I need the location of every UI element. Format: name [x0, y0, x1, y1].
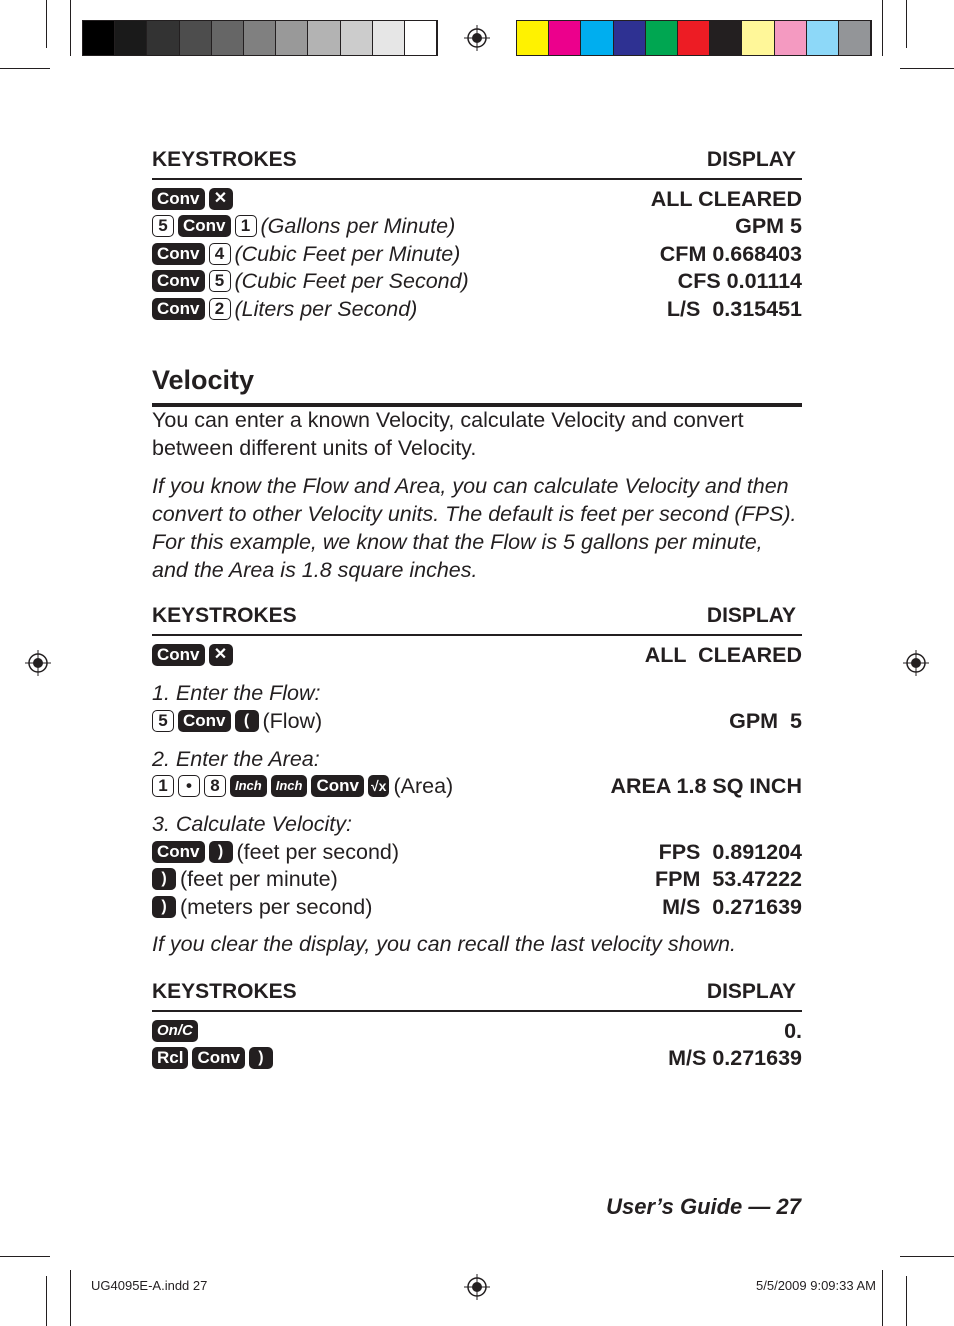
digit-4-key: 4: [209, 243, 231, 265]
table-row: [152, 772, 802, 800]
conv-key: Conv: [152, 243, 205, 265]
keystroke-sequence: [152, 295, 417, 323]
color-swatch: [678, 21, 710, 55]
crop-mark: [906, 0, 907, 48]
color-swatch: [341, 21, 373, 55]
keystrokes-table-header: [152, 604, 802, 636]
crop-mark: [882, 1270, 883, 1326]
digit-5-key: 5: [152, 710, 174, 732]
display-value: CFS 0.01114: [677, 269, 802, 293]
table-row: [152, 240, 802, 268]
keystrokes-table-header: [152, 980, 802, 1012]
recall-note: If you clear the display, you can recall the last velocity shown.: [152, 932, 736, 956]
example-paragraph: If you know the Flow and Area, you can calculate Velocity and then convert to other Velocity units. The default is feet per second (FPS). For this example, we know that the Flow is 5 gallons per minute, and the Area is 1.8 square inches.: [152, 474, 797, 582]
display-value: M/S 0.271639: [662, 895, 802, 919]
conv-key: Conv: [152, 270, 205, 292]
digit-5-key: 5: [152, 215, 174, 237]
color-swatch: [373, 21, 405, 55]
keystrokes-table-header: [152, 148, 802, 180]
crop-mark: [46, 0, 47, 48]
display-value: ALL CLEARED: [644, 643, 802, 667]
conv-key: Conv: [178, 710, 231, 732]
display-value: GPM 5: [735, 214, 802, 238]
color-swatch: [742, 21, 774, 55]
display-heading: DISPLAY: [706, 980, 796, 1003]
color-swatch: [775, 21, 807, 55]
crop-mark: [70, 0, 71, 56]
crop-mark: [882, 0, 883, 56]
display-value: AREA 1.8 SQ INCH: [610, 774, 802, 798]
registration-mark-icon: [464, 25, 490, 51]
color-swatch: [405, 21, 437, 55]
unit-note: (Area): [393, 774, 454, 798]
keystrokes-heading: KEYSTROKES: [152, 604, 297, 627]
velocity-key: ): [152, 896, 176, 918]
display-value: CFM 0.668403: [659, 242, 802, 266]
unit-note: (meters per second): [180, 895, 373, 919]
keystroke-sequence: [152, 838, 399, 866]
table-row: [152, 1044, 802, 1072]
sqrt-key: √x: [368, 775, 389, 797]
crop-mark: [0, 1256, 50, 1257]
conv-key: Conv: [152, 298, 205, 320]
table-row: [152, 295, 802, 323]
unit-note: (feet per second): [236, 840, 400, 864]
color-swatch: [244, 21, 276, 55]
table-row: [152, 185, 802, 213]
color-swatch: [517, 21, 549, 55]
digit-1-key: 1: [235, 215, 257, 237]
display-heading: DISPLAY: [706, 148, 796, 171]
velocity-key: ): [152, 868, 176, 890]
keystrokes-heading: KEYSTROKES: [152, 980, 297, 1003]
table-row: [152, 893, 802, 921]
keystrokes-heading: KEYSTROKES: [152, 148, 297, 171]
crop-mark: [0, 68, 50, 69]
inch-key: Inch: [271, 775, 308, 797]
conv-key: Conv: [152, 188, 205, 210]
display-value: FPM 53.47222: [654, 867, 802, 891]
conv-key: Conv: [152, 841, 205, 863]
decimal-point-key: •: [178, 775, 200, 797]
color-swatch: [614, 21, 646, 55]
keystroke-sequence: [152, 240, 460, 268]
unit-note: (Cubic Feet per Second): [234, 269, 469, 293]
conv-key: Conv: [178, 215, 231, 237]
color-swatch: [839, 21, 871, 55]
digit-5-key: 5: [209, 270, 231, 292]
step-label: 1. Enter the Flow:: [152, 681, 321, 705]
section-title: Velocity: [152, 365, 802, 407]
color-swatch: [646, 21, 678, 55]
display-value: M/S 0.271639: [668, 1046, 802, 1070]
digit-2-key: 2: [209, 298, 231, 320]
keystroke-sequence: [152, 212, 455, 240]
keystroke-sequence: [152, 185, 233, 213]
digit-1-key: 1: [152, 775, 174, 797]
crop-mark: [900, 1256, 954, 1257]
keystroke-sequence: [152, 893, 372, 921]
table-row: [152, 267, 802, 295]
keystroke-sequence: [152, 707, 322, 735]
color-swatch: [581, 21, 613, 55]
display-value: GPM 5: [729, 709, 802, 733]
digit-8-key: 8: [204, 775, 226, 797]
registration-mark-icon: [464, 1274, 490, 1300]
color-swatch: [147, 21, 179, 55]
color-swatch: [83, 21, 115, 55]
process-color-bar: [516, 20, 872, 56]
table-row: [152, 865, 802, 893]
color-swatch: [710, 21, 742, 55]
table-row: [152, 641, 802, 669]
table-row: [152, 212, 802, 240]
color-swatch: [115, 21, 147, 55]
keystroke-sequence: [152, 865, 338, 893]
step-label: 3. Calculate Velocity:: [152, 812, 352, 836]
recall-key: Rcl: [152, 1047, 188, 1069]
display-value: FPS 0.891204: [658, 840, 802, 864]
slug-timestamp: 5/5/2009 9:09:33 AM: [756, 1278, 876, 1293]
unit-note: (Flow): [262, 709, 323, 733]
unit-note: (Gallons per Minute): [260, 214, 456, 238]
color-swatch: [549, 21, 581, 55]
display-value: 0.: [784, 1019, 802, 1043]
color-swatch: [276, 21, 308, 55]
registration-mark-icon: [903, 650, 929, 676]
clear-key: ✕: [209, 644, 233, 666]
on-clear-key: On/C: [152, 1020, 198, 1042]
color-swatch: [807, 21, 839, 55]
display-heading: DISPLAY: [706, 604, 796, 627]
step-label: 2. Enter the Area:: [152, 747, 320, 771]
grayscale-color-bar: [82, 20, 438, 56]
keystroke-sequence: [152, 772, 453, 800]
crop-mark: [46, 1276, 47, 1326]
unit-note: (Liters per Second): [234, 297, 418, 321]
keystroke-sequence: [152, 641, 233, 669]
keystroke-sequence: [152, 1017, 198, 1045]
conv-key: Conv: [152, 644, 205, 666]
crop-mark: [70, 1270, 71, 1326]
display-value: L/S 0.315451: [666, 297, 802, 321]
clear-key: ✕: [209, 188, 233, 210]
conv-key: Conv: [311, 775, 364, 797]
flow-key: (: [235, 710, 259, 732]
registration-mark-icon: [25, 650, 51, 676]
display-value: ALL CLEARED: [650, 187, 802, 211]
table-row: [152, 838, 802, 866]
keystroke-sequence: [152, 1044, 273, 1072]
unit-note: (Cubic Feet per Minute): [234, 242, 461, 266]
table-row: [152, 707, 802, 735]
slug-filename: UG4095E-A.indd 27: [91, 1278, 208, 1293]
inch-key: Inch: [230, 775, 267, 797]
color-swatch: [180, 21, 212, 55]
color-swatch: [212, 21, 244, 55]
table-row: [152, 1017, 802, 1045]
page-footer: User’s Guide — 27: [606, 1194, 801, 1219]
unit-note: (feet per minute): [180, 867, 338, 891]
velocity-key: ): [249, 1047, 273, 1069]
crop-mark: [900, 68, 954, 69]
crop-mark: [906, 1276, 907, 1326]
intro-paragraph: You can enter a known Velocity, calculate Velocity and convert between different units of Velocity.: [152, 408, 744, 460]
keystroke-sequence: [152, 267, 469, 295]
conv-key: Conv: [192, 1047, 245, 1069]
color-swatch: [308, 21, 340, 55]
velocity-key: ): [209, 841, 233, 863]
